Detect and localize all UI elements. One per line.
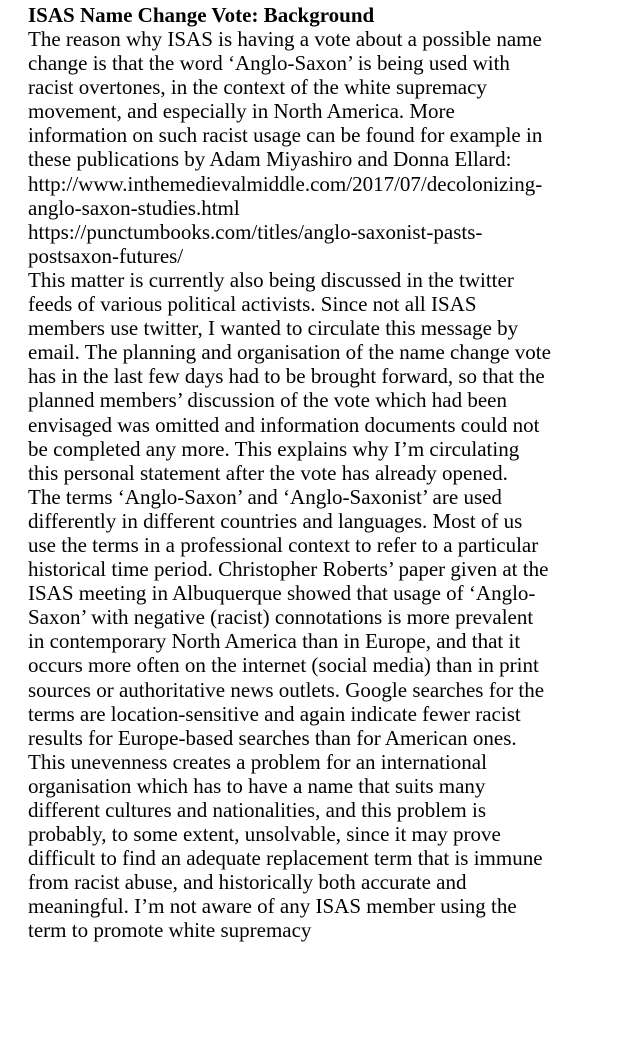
body-line: difficult to find an adequate replacement term that is immune xyxy=(28,846,543,871)
body-line: meaningful. I’m not aware of any ISAS member using the xyxy=(28,894,517,919)
body-line: members use twitter, I wanted to circulate this message by xyxy=(28,316,519,341)
body-line: this personal statement after the vote has already opened. xyxy=(28,460,508,485)
body-line: sources or authoritative news outlets. Google searches for the xyxy=(28,677,545,702)
body-line: racist overtones, in the context of the white supremacy xyxy=(28,75,487,100)
document-title: ISAS Name Change Vote: Background xyxy=(28,3,375,27)
body-line: historical time period. Christopher Roberts’ paper given at the xyxy=(28,557,549,582)
body-line: planned members’ discussion of the vote which had been xyxy=(28,388,507,413)
body-line: from racist abuse, and historically both accurate and xyxy=(28,870,467,895)
document-body xyxy=(28,27,640,943)
body-line: different cultures and nationalities, and this problem is xyxy=(28,798,487,822)
body-line: terms are location-sensitive and again indicate fewer racist xyxy=(28,701,521,726)
body-line: feeds of various political activists. Since not all ISAS xyxy=(28,292,477,317)
body-line: envisaged was omitted and information documents could not xyxy=(28,412,540,437)
body-line: information on such racist usage can be found for example in xyxy=(28,123,543,148)
body-line: be completed any more. This explains why I’m circulating xyxy=(28,436,520,461)
body-line: probably, to some extent, unsolvable, since it may prove xyxy=(28,822,501,847)
url-line: http://www.inthemedievalmiddle.com/2017/07/decolonizing- xyxy=(28,171,543,196)
body-line: This matter is currently also being discussed in the twitter xyxy=(28,267,514,292)
body-line: occurs more often on the internet (social media) than in print xyxy=(28,653,539,678)
body-line: these publications by Adam Miyashiro and Donna Ellard: xyxy=(28,147,512,172)
body-line: The terms ‘Anglo-Saxon’ and ‘Anglo-Saxonist’ are used xyxy=(28,484,502,509)
body-line: ISAS meeting in Albuquerque showed that usage of ‘Anglo- xyxy=(28,581,536,606)
url-line: anglo-saxon-studies.html xyxy=(28,195,240,220)
body-line: change is that the word ‘Anglo-Saxon’ is being used with xyxy=(28,51,510,76)
url-line: https://punctumbooks.com/titles/anglo-saxonist-pasts- xyxy=(28,219,483,244)
body-line: use the terms in a professional context to refer to a particular xyxy=(28,532,539,557)
body-line: in contemporary North America than in Europe, and that it xyxy=(28,629,521,654)
body-line: email. The planning and organisation of the name change vote xyxy=(28,340,551,365)
body-line: results for Europe-based searches than for American ones. xyxy=(28,725,517,750)
body-line: differently in different countries and languages. Most of us xyxy=(28,508,523,533)
url-line: postsaxon-futures/ xyxy=(28,243,184,268)
body-line: This unevenness creates a problem for an international xyxy=(28,749,487,774)
body-line: term to promote white supremacy xyxy=(28,918,312,943)
body-line: movement, and especially in North America. More xyxy=(28,99,455,124)
body-line: The reason why ISAS is having a vote about a possible name xyxy=(28,27,542,51)
body-line: Saxon’ with negative (racist) connotations is more prevalent xyxy=(28,605,534,630)
body-line: has in the last few days had to be brought forward, so that the xyxy=(28,364,545,389)
body-line: organisation which has to have a name that suits many xyxy=(28,773,486,798)
